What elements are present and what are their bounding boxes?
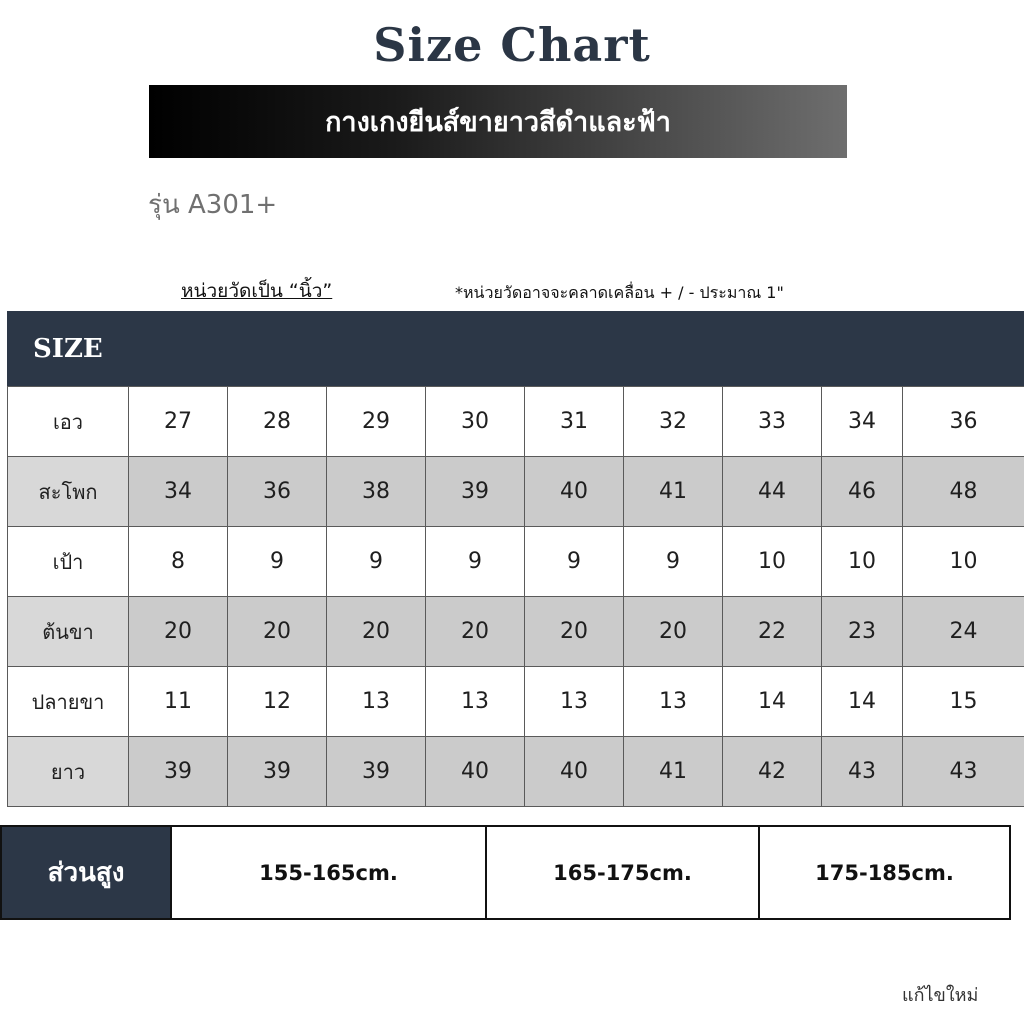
measurement-value: 20 (624, 597, 723, 667)
measurement-label: เป้า (8, 527, 129, 597)
table-row (8, 457, 1024, 527)
measurement-label: ยาว (8, 737, 129, 807)
measurement-value: 20 (129, 597, 228, 667)
measurement-value: 22 (723, 597, 822, 667)
table-row (8, 667, 1024, 737)
measurement-value: 9 (228, 527, 327, 597)
table-row (8, 387, 1024, 457)
height-range-cell: 165-175cm. (485, 827, 758, 918)
size-header-label: SIZE (33, 333, 103, 364)
edit-note: แก้ไขใหม่ (902, 985, 979, 1006)
height-row (0, 825, 1011, 920)
measurement-value: 44 (723, 457, 822, 527)
measurement-value: 36 (903, 387, 1024, 457)
measurement-value: 39 (129, 737, 228, 807)
measurement-value: 39 (426, 457, 525, 527)
measurement-value: 23 (822, 597, 903, 667)
measurement-value: 39 (327, 737, 426, 807)
measurement-value: 40 (525, 737, 624, 807)
table-row (8, 527, 1024, 597)
measurement-value: 27 (129, 387, 228, 457)
measurement-value: 13 (525, 667, 624, 737)
measurement-value: 38 (327, 457, 426, 527)
measurement-value: 14 (723, 667, 822, 737)
measurement-value: 20 (525, 597, 624, 667)
measurement-value: 43 (903, 737, 1024, 807)
measurement-label: ต้นขา (8, 597, 129, 667)
size-header (7, 311, 1024, 386)
measurement-value: 32 (624, 387, 723, 457)
measurement-value: 12 (228, 667, 327, 737)
measurement-value: 48 (903, 457, 1024, 527)
measurement-value: 39 (228, 737, 327, 807)
measurement-value: 29 (327, 387, 426, 457)
measurement-value: 40 (525, 457, 624, 527)
measurement-value: 20 (426, 597, 525, 667)
height-label: ส่วนสูง (2, 827, 170, 918)
measurement-value: 42 (723, 737, 822, 807)
measurement-value: 41 (624, 457, 723, 527)
measurement-label: สะโพก (8, 457, 129, 527)
measurement-value: 34 (129, 457, 228, 527)
measurement-value: 10 (723, 527, 822, 597)
measurement-value: 9 (426, 527, 525, 597)
measurement-value: 41 (624, 737, 723, 807)
measurement-value: 20 (228, 597, 327, 667)
measurement-value: 9 (327, 527, 426, 597)
model-number: รุ่น A301+ (148, 190, 278, 220)
measurement-label: ปลายขา (8, 667, 129, 737)
measurement-value: 36 (228, 457, 327, 527)
product-name: กางเกงยีนส์ขายาวสีดำและฟ้า (325, 107, 671, 138)
measurement-value: 46 (822, 457, 903, 527)
measurement-value: 10 (822, 527, 903, 597)
measurement-value: 11 (129, 667, 228, 737)
measurement-value: 10 (903, 527, 1024, 597)
measurement-value: 34 (822, 387, 903, 457)
measurement-value: 13 (327, 667, 426, 737)
measurement-value: 20 (327, 597, 426, 667)
unit-note: หน่วยวัดเป็น “นิ้ว” (181, 280, 333, 302)
page-title: Size Chart (373, 18, 651, 72)
measurement-value: 30 (426, 387, 525, 457)
measurement-value: 14 (822, 667, 903, 737)
tolerance-note: *หน่วยวัดอาจจะคลาดเคลื่อน + / - ประมาณ 1" (455, 283, 784, 302)
measurement-value: 13 (624, 667, 723, 737)
height-range-cell: 155-165cm. (170, 827, 485, 918)
measurement-value: 13 (426, 667, 525, 737)
product-banner (149, 85, 847, 158)
measurement-value: 8 (129, 527, 228, 597)
measurement-value: 40 (426, 737, 525, 807)
measurement-value: 31 (525, 387, 624, 457)
measurement-value: 28 (228, 387, 327, 457)
table-row (8, 597, 1024, 667)
measurement-value: 24 (903, 597, 1024, 667)
height-range-cell: 175-185cm. (758, 827, 1009, 918)
size-table (7, 386, 1024, 807)
measurement-value: 43 (822, 737, 903, 807)
table-row (8, 737, 1024, 807)
measurement-value: 15 (903, 667, 1024, 737)
measurement-value: 33 (723, 387, 822, 457)
measurement-value: 9 (525, 527, 624, 597)
measurement-value: 9 (624, 527, 723, 597)
measurement-label: เอว (8, 387, 129, 457)
